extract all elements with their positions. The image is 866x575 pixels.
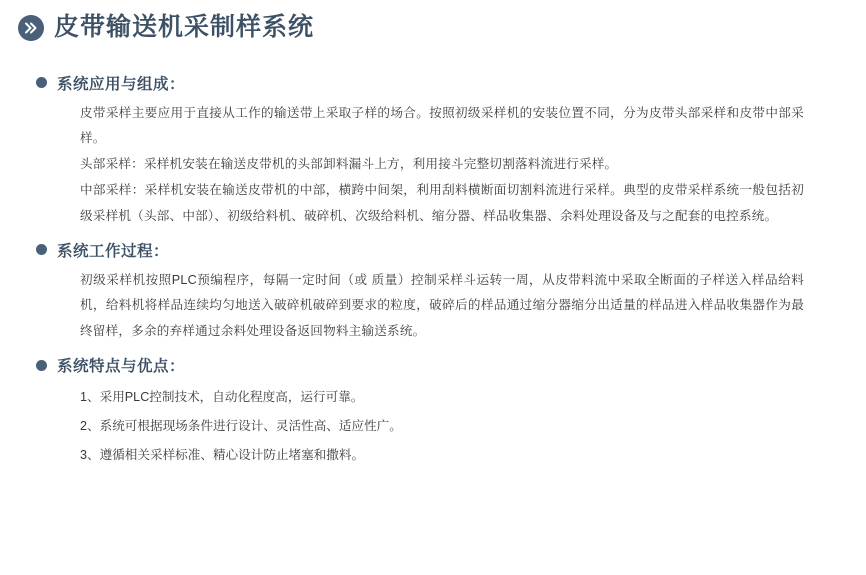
paragraph: 皮带采样主要应用于直接从工作的输送带上采取子样的场合。按照初级采样机的安装位置不同，分为皮带头部采样和皮带中部采样。 [80,105,804,146]
spacer [22,232,844,239]
spacer [22,347,844,354]
list-item: 3、遵循相关采样标准、精心设计防止堵塞和撒料。 [80,447,365,462]
section-features [22,354,844,470]
bullet-dot-icon [36,244,47,255]
section-heading [22,354,844,376]
paragraph: 初级采样机按照PLC预编程序，每隔一定时间（或 质量）控制采样斗运转一周，从皮带料流中采取全断面的子样送入样品给料机，给料机将样品连续均匀地送入破碎机破碎到要求的粒度，破碎后的样品通过缩分器缩分出适量的样品进入样品收集器作为最终留样，多余的弃样通过余料处理设备返回物料主输送系统。 [80,272,804,339]
section-process [22,239,844,345]
bullet-dot-icon [36,77,47,88]
section-application [22,72,844,230]
list-item: 1、采用PLC控制技术，自动化程度高，运行可靠。 [80,390,364,404]
section-title: 系统应用与组成： [57,75,186,93]
section-heading [22,239,844,261]
list-item: 2、系统可根据现场条件进行设计、灵活性高、适应性广。 [80,418,402,433]
bullet-dot-icon [36,360,47,371]
section-title: 系统特点与优点： [57,358,186,375]
paragraph: 中部采样：采样机安装在输送皮带机的中部，横跨中间架，利用刮料横断面切割料流进行采样。典型的皮带采样系统一般包括初级采样机（头部、中部）、初级给料机、破碎机、次级给料机、缩分器、样品收集器、余料处理设备及与之配套的电控系统。 [80,182,804,223]
document-content [0,72,866,470]
paragraph: 头部采样：采样机安装在输送皮带机的头部卸料漏斗上方，利用接斗完整切割落料流进行采样。 [80,157,618,172]
section-title: 系统工作过程： [57,242,170,260]
page-header [0,0,866,42]
double-chevron-right-icon [18,15,44,41]
section-heading [22,72,844,94]
page-title: 皮带输送机采制样系统 [54,13,315,41]
